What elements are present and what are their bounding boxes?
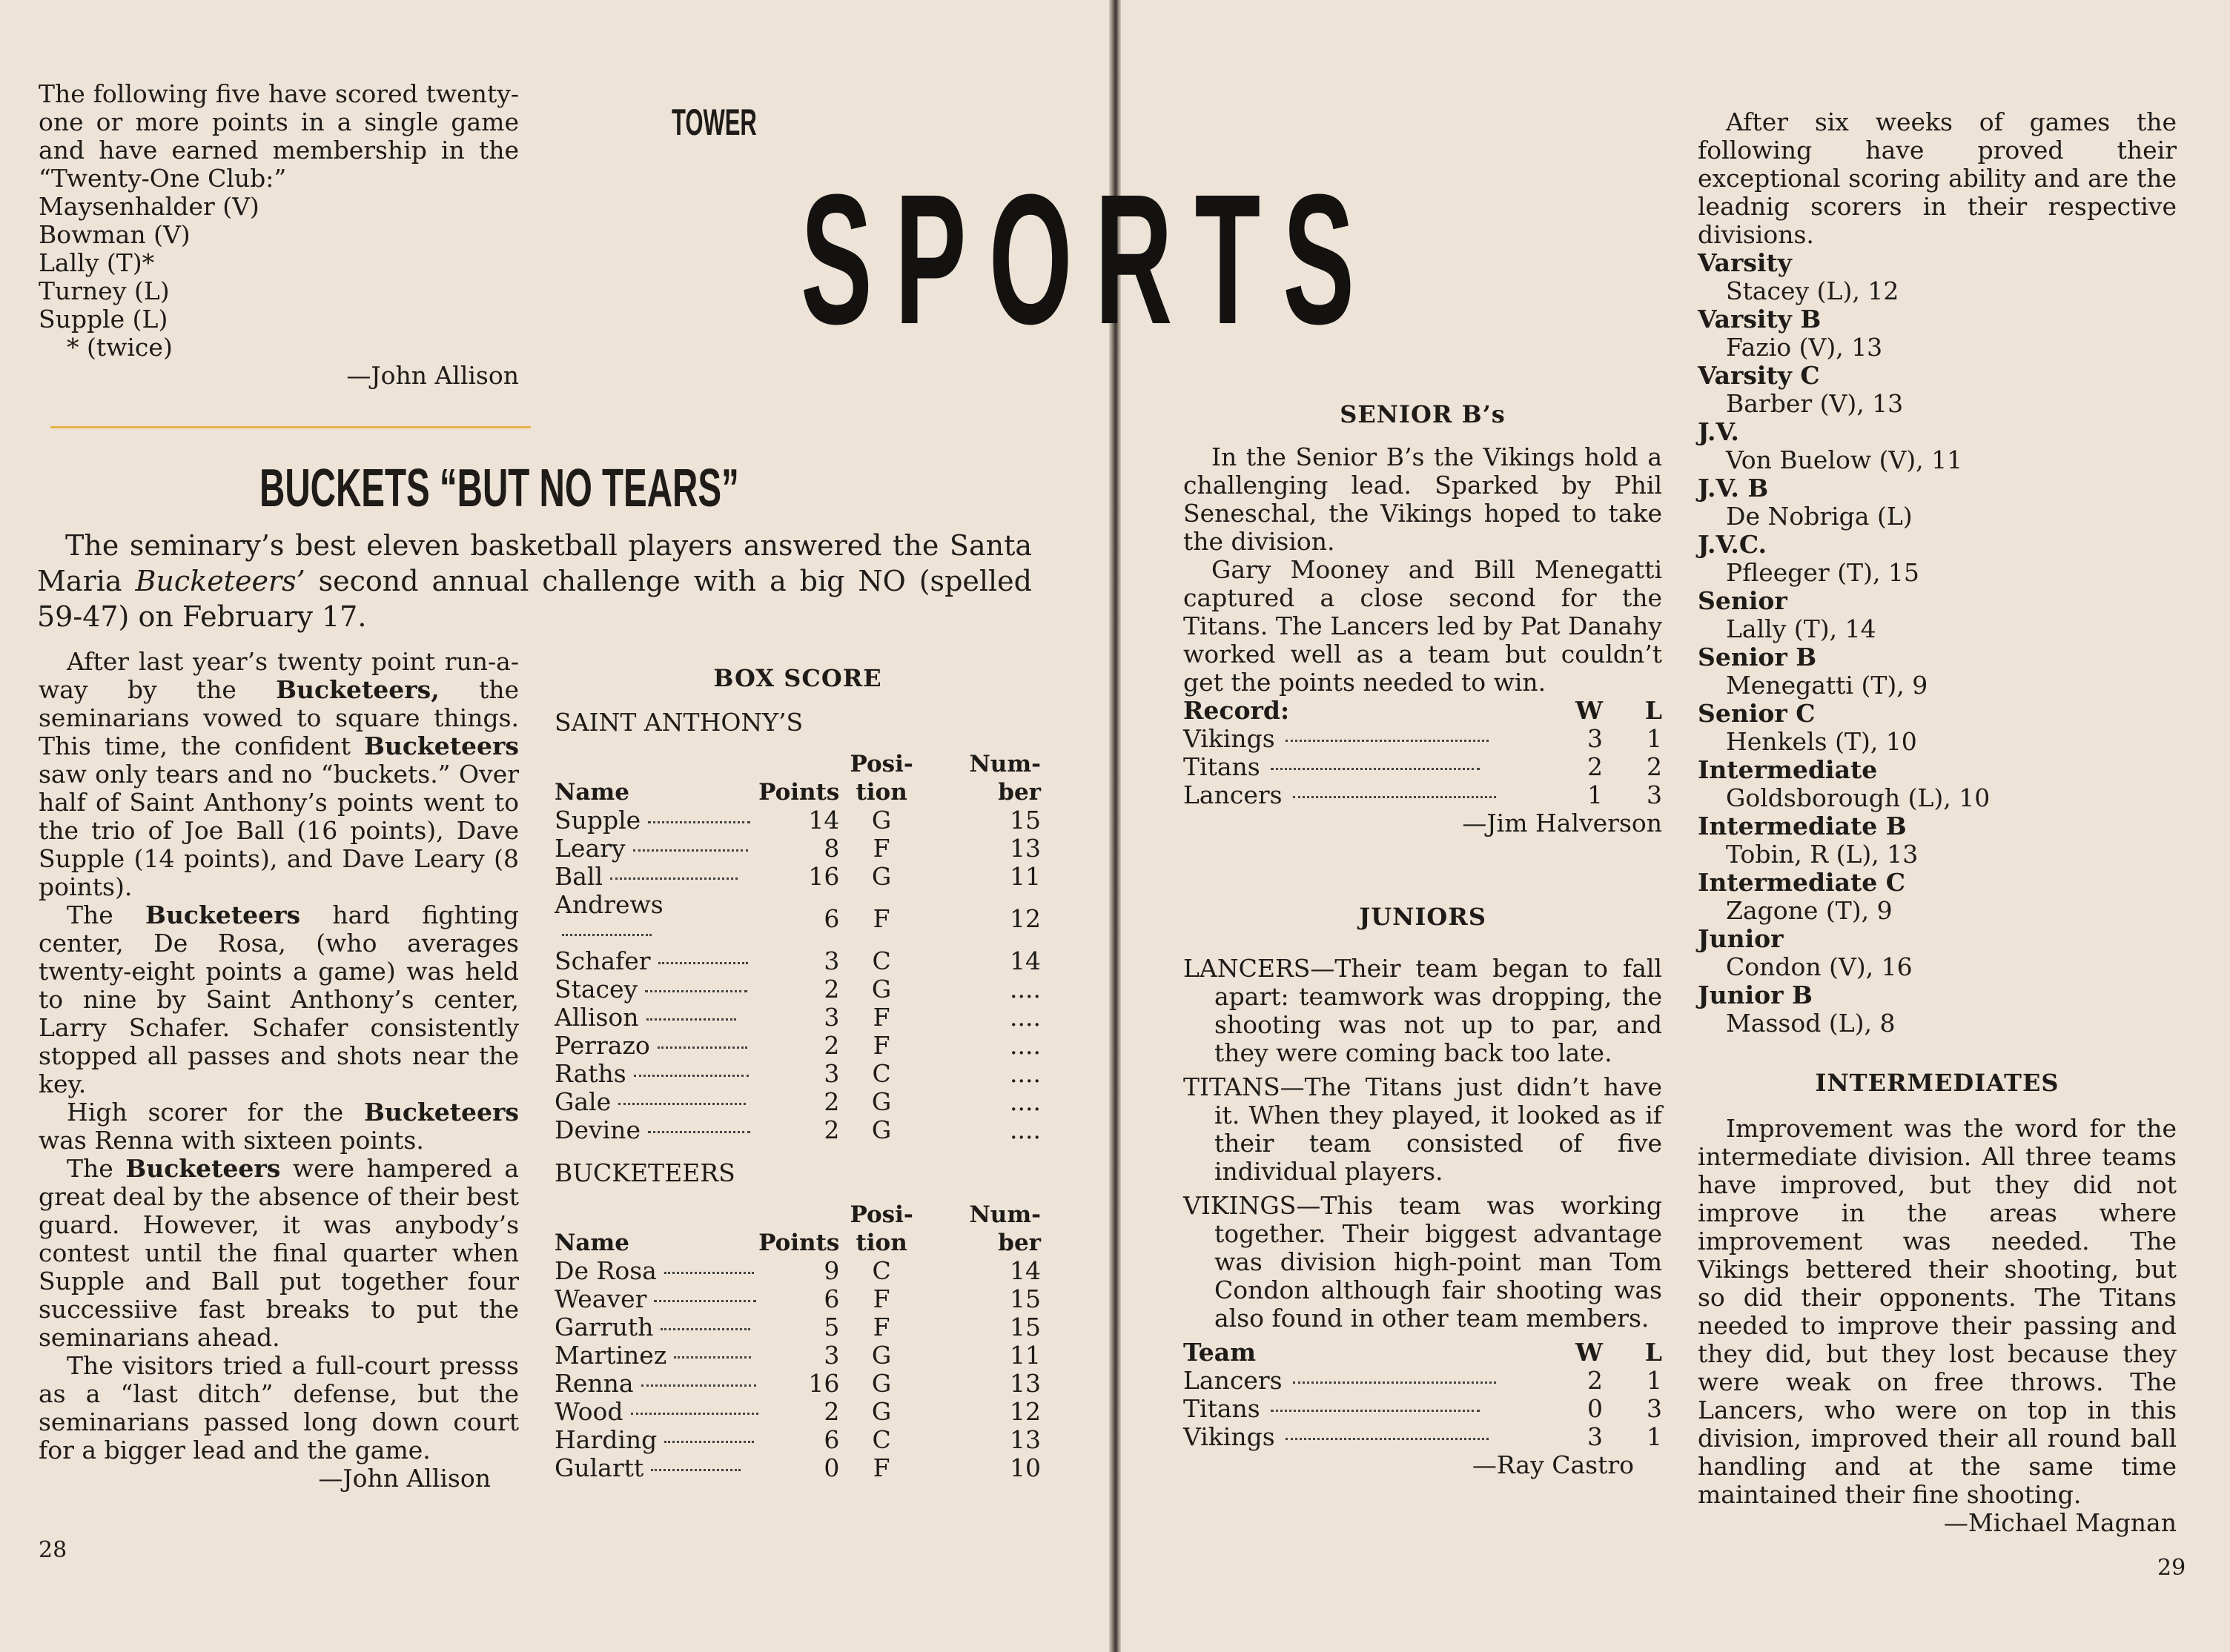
player-name-text: Wood [555,1397,623,1426]
player-name-text: Schafer [555,946,651,975]
player-position: G [871,1397,892,1426]
player-name [555,1257,758,1285]
box-row [555,1426,1041,1454]
leader-dots [1271,1410,1480,1412]
player-name [555,1313,758,1341]
player-name-text: Perrazo [555,1031,650,1060]
box-row [555,1285,1041,1313]
club-footnote: * (twice) [67,333,173,362]
leader-dots [645,990,747,992]
player-points: 6 [824,904,840,933]
section-title: INTERMEDIATES [1815,1069,2059,1097]
lead-paragraph: The seminary’s best eleven basketball players answered the Santa Maria Bucketeers’ second annual challenge with a big NO (spelled 59-47) on February 17. [37,529,1032,633]
player-points: 16 [808,1369,840,1398]
player-points: 0 [824,1453,840,1482]
story-author: —John Allison [318,1464,491,1493]
player-name [555,1116,758,1144]
player-number: 10 [1010,1453,1041,1482]
player-name [555,1341,758,1370]
box-row [555,975,1041,1004]
section-author: —Jim Halverson [1462,809,1662,837]
player-position: F [873,1453,890,1482]
player-name [555,1370,758,1398]
player-number: 12 [1010,904,1041,933]
box-row [555,1370,1041,1398]
player-name-text: Weaver [555,1284,647,1313]
record-team [1183,753,1558,781]
record-team [1183,1367,1558,1395]
scorer-player: Von Buelow (V), 11 [1726,445,1963,474]
player-number: 13 [1010,1369,1041,1398]
player-points: 3 [824,1059,840,1088]
record-losses: 3 [1647,1394,1662,1423]
club-member: Lally (T)* [39,248,155,277]
twenty-one-club [39,80,519,390]
senior-b-section [1183,400,1662,837]
box-score [555,664,1041,1482]
box-row [555,1004,1041,1032]
box-row [555,863,1041,891]
player-position: F [873,1313,890,1341]
player-position: G [871,975,892,1004]
leader-dots [648,1131,750,1133]
player-number: .... [1010,1059,1041,1088]
player-name [555,1032,758,1060]
scorer-player: Barber (V), 13 [1726,389,1904,418]
leader-dots [1293,796,1496,798]
box-row [555,1313,1041,1341]
leader-dots [1286,740,1489,742]
player-name [555,1454,758,1482]
scorer-player: Tobin, R (L), 13 [1726,840,1919,869]
box-table-saint-anthonys: Posi- Num- Name Points tion ber Supple 14 G 15 Leary 8 F 13 Ball 16 G 11 Andrews 6 F 12 Schafer 3 C 14 Stacey 2 G .... Allison 3 F .... Perrazo 2 F .... Raths 3 C .... Gale 2 G .... Devine 2 G .... [555,751,1041,1144]
leader-dots [634,1075,749,1077]
club-intro: The following five have scored twenty-one or more points in a single game and have earned membership in the “Twenty-One Club:” [39,79,519,193]
leader-dots [664,1441,754,1443]
leader-dots [618,1103,746,1105]
record-losses: 1 [1647,1422,1662,1451]
player-position: F [873,1031,890,1060]
scorer-division: Varsity C [1698,361,1820,390]
scorer-division: Intermediate [1698,755,1878,784]
player-points: 3 [824,946,840,975]
team-name: BUCKETEERS [555,1158,735,1187]
box-row [555,1032,1041,1060]
scorer-division: Intermediate B [1698,812,1907,840]
player-points: 16 [808,862,840,891]
section-author: —Michael Magnan [1943,1508,2177,1537]
scorer-player: Fazio (V), 13 [1726,333,1883,362]
player-points: 3 [824,1341,840,1370]
box-row [555,891,1041,947]
record-team-name: Titans [1183,752,1260,781]
section-paragraph: In the Senior B’s the Vikings hold a challenging lead. Sparked by Phil Seneschal, the Vikings hoped to take the division. [1183,442,1662,556]
team-name: SAINT ANTHONY’S [555,708,804,737]
player-number: .... [1010,1115,1041,1144]
leader-dots [1271,768,1480,770]
tower-label: TOWER [672,102,757,143]
player-position: C [872,1059,891,1088]
scorer-division: Senior B [1698,643,1817,671]
leader-dots [1286,1438,1489,1440]
section-author: —Ray Castro [1472,1450,1634,1479]
record-team-name: Vikings [1183,724,1275,753]
player-points: 2 [824,1397,840,1426]
page-number: 29 [2157,1555,2186,1581]
leader-dots [1293,1381,1496,1384]
player-position: G [871,1115,892,1144]
record-team [1183,1423,1558,1451]
record-team-name: Lancers [1183,780,1283,809]
scorer-player: Condon (V), 16 [1726,952,1913,981]
player-number: .... [1010,975,1041,1004]
player-name [555,1088,758,1116]
player-name [555,863,758,891]
player-position: C [872,1256,891,1285]
player-number: 11 [1010,1341,1041,1370]
juniors-section [1183,903,1662,1479]
scorer-division: Senior [1698,586,1787,615]
player-points: 5 [824,1313,840,1341]
leader-dots [633,849,748,852]
record-team-name: Lancers [1183,1366,1283,1395]
leader-dots [664,1272,754,1274]
record-wins: 2 [1587,752,1603,781]
player-name-text: Allison [555,1003,639,1032]
player-name-text: Stacey [555,975,638,1004]
player-points: 2 [824,975,840,1004]
box-score-title: BOX SCORE [713,664,882,692]
player-name-text: Devine [555,1115,641,1144]
intermediates-section [1698,1069,2177,1537]
player-position: C [872,1425,891,1454]
player-points: 9 [824,1256,840,1285]
player-name [555,1060,758,1088]
player-name [555,1004,758,1032]
senior-b-record: Record: W L Vikings 3 1 Titans 2 2 Lancers 1 3 [1183,696,1662,809]
scorer-division: Intermediate C [1698,868,1905,897]
section-paragraph: Improvement was the word for the intermediate division. All three teams have improved, but they did not improve in the areas where improvement was needed. The Vikings bettered their shooting, but so did their opponents. The Titans needed to improve their passing and they did, but they lost because they were weak on free throws. The Lancers, who were on top in this division, improved their all round ball handling and at the same time maintained their fine shooting. [1698,1114,2177,1509]
scorer-division: J.V.C. [1698,530,1767,559]
player-position: G [871,1341,892,1370]
player-name [555,975,758,1004]
player-points: 14 [808,806,840,835]
club-author: —John Allison [346,361,519,390]
record-losses: 3 [1647,780,1662,809]
scorer-player: Henkels (T), 10 [1726,727,1917,756]
player-number: 14 [1010,1256,1041,1285]
record-losses: 1 [1647,724,1662,753]
leader-dots [661,1328,750,1330]
leader-dots [674,1356,751,1359]
box-row [555,1088,1041,1116]
scorer-division: Junior B [1698,981,1813,1009]
scorer-player: Goldsborough (L), 10 [1726,783,1991,812]
player-points: 6 [824,1284,840,1313]
box-row [555,1257,1041,1285]
player-position: F [873,1003,890,1032]
box-row [555,1060,1041,1088]
player-name-text: Gale [555,1087,612,1116]
story-column [39,648,519,1493]
page-number: 28 [39,1537,67,1563]
player-name [555,947,758,975]
player-position: G [871,1369,892,1398]
player-points: 8 [824,834,840,863]
record-row [1183,753,1662,781]
leader-dots [658,1046,747,1049]
story-paragraph: High scorer for the Bucketeers was Renna with sixteen points. [39,1098,519,1155]
club-member: Maysenhalder (V) [39,192,259,221]
scorer-division: Varsity [1698,248,1792,277]
record-team [1183,781,1558,809]
club-member: Supple (L) [39,305,168,334]
record-wins: 3 [1587,1422,1603,1451]
player-points: 2 [824,1115,840,1144]
scorer-player: Menegatti (T), 9 [1726,671,1928,700]
record-row [1183,1423,1662,1451]
leader-dots [654,1300,756,1302]
record-row [1183,725,1662,753]
scorer-division: J.V. [1698,417,1739,446]
player-position: G [871,806,892,835]
box-table-bucketeers: Posi- Num- Name Points tion ber De Rosa 9 C 14 Weaver 6 F 15 Garruth 5 F 15 Martinez 3 G 11 Renna 16 G 13 Wood 2 G 12 Harding 6 C 13 Gulartt 0 F 10 [555,1201,1041,1482]
scorer-player: Massod (L), 8 [1726,1009,1896,1038]
leading-scorers [1698,108,2177,1038]
player-name-text: Ball [555,862,603,891]
record-wins: 1 [1587,780,1603,809]
scorer-player: De Nobriga (L) [1726,502,1913,531]
leader-dots [641,1384,756,1387]
box-row [555,947,1041,975]
story-paragraph: The visitors tried a full-court presss as a “last ditch” defense, but the seminarians passed long down court for a bigger lead and the game. [39,1351,519,1464]
leader-dots [562,934,652,936]
record-wins: 2 [1587,1366,1603,1395]
player-name [555,1426,758,1454]
player-name-text: Harding [555,1425,658,1454]
story-paragraph: The Bucketeers were hampered a great deal by the absence of their best guard. However, it was anybody’s contest until the final quarter when Supple and Ball put together four successiive fast breaks to put the seminarians ahead. [39,1154,519,1352]
player-name-text: Martinez [555,1341,667,1370]
player-number: .... [1010,1087,1041,1116]
section-title: SENIOR B’s [1340,400,1506,428]
player-name [555,891,758,947]
player-position: G [871,1087,892,1116]
record-team-name: Vikings [1183,1422,1275,1451]
record-team [1183,1395,1558,1423]
player-points: 2 [824,1087,840,1116]
story-paragraph: After last year’s twenty point run-a-way by the Bucketeers, the seminarians vowed to square things. This time, the confident Bucketeers saw only tears and no “buckets.” Over half of Saint Anthony’s points went to the trio of Joe Ball (16 points), Dave Supple (14 points), and Dave Leary (8 points). [39,647,519,901]
player-position: C [872,946,891,975]
scorer-player: Lally (T), 14 [1726,614,1876,643]
player-position: F [873,834,890,863]
box-row [555,1116,1041,1144]
box-row [555,806,1041,835]
player-name-text: Garruth [555,1313,654,1341]
player-name-text: Andrews [555,890,664,919]
record-row [1183,1367,1662,1395]
team-report: TITANS—The Titans just didn’t have it. When they played, it looked as if their team consisted of five individual players. [1183,1072,1662,1186]
player-number: 15 [1010,1313,1041,1341]
player-name-text: Supple [555,806,641,835]
leader-dots [610,878,738,880]
section-paragraph: Gary Mooney and Bill Menegatti captured a close second for the Titans. The Lancers led by Pat Danahy worked well as a team but couldn’t get the points needed to win. [1183,555,1662,697]
player-number: 15 [1010,1284,1041,1313]
player-number: 13 [1010,834,1041,863]
leader-dots [646,1018,736,1021]
scorer-player: Zagone (T), 9 [1726,896,1893,925]
record-row [1183,781,1662,809]
sports-title: SPORTS [801,156,1377,362]
player-name-text: De Rosa [555,1256,657,1285]
player-number: .... [1010,1031,1041,1060]
scorer-division: Senior C [1698,699,1816,728]
record-wins: 0 [1587,1394,1603,1423]
player-number: 13 [1010,1425,1041,1454]
player-position: G [871,862,892,891]
player-number: .... [1010,1003,1041,1032]
record-team-name: Titans [1183,1394,1260,1423]
leader-dots [648,821,750,823]
player-number: 15 [1010,806,1041,835]
player-name [555,1398,758,1426]
player-number: 12 [1010,1397,1041,1426]
player-name [555,1285,758,1313]
player-name-text: Renna [555,1369,634,1398]
record-losses: 2 [1647,752,1662,781]
scorer-division: Varsity B [1698,305,1822,334]
scorers-intro: After six weeks of games the following have proved their exceptional scoring ability and are the leadnig scorers in their respective divisions. [1698,107,2177,249]
player-position: F [873,904,890,933]
player-number: 14 [1010,946,1041,975]
scorer-division: J.V. B [1698,474,1769,502]
club-members [39,193,519,362]
section-title: JUNIORS [1359,903,1486,931]
record-row [1183,1395,1662,1423]
player-position: F [873,1284,890,1313]
player-points: 3 [824,1003,840,1032]
scorer-division: Junior [1698,924,1784,953]
record-losses: 1 [1647,1366,1662,1395]
player-name [555,835,758,863]
player-name-text: Gulartt [555,1453,644,1482]
box-row [555,835,1041,863]
headline: BUCKETS “BUT NO TEARS” [259,459,739,518]
team-report: LANCERS—Their team began to fall apart: teamwork was dropping, the shooting was not up to par, and they were coming back too late. [1183,954,1662,1067]
box-row [555,1341,1041,1370]
player-points: 6 [824,1425,840,1454]
record-wins: 3 [1587,724,1603,753]
record-team [1183,725,1558,753]
player-name-text: Leary [555,834,626,863]
player-name [555,806,758,835]
player-name-text: Raths [555,1059,626,1088]
box-row [555,1398,1041,1426]
player-points: 2 [824,1031,840,1060]
club-member: Turney (L) [39,276,170,305]
scorer-player: Pfleeger (T), 15 [1726,558,1919,587]
team-report: VIKINGS—This team was working together. Their biggest advantage was division high-point man Tom Condon although fair shooting was also found in other team members. [1183,1191,1662,1333]
leader-dots [651,1469,741,1471]
leader-dots [631,1413,758,1415]
juniors-record: Team W L Lancers 2 1 Titans 0 3 Vikings 3 1 [1183,1338,1662,1451]
player-number: 11 [1010,862,1041,891]
leader-dots [658,962,748,964]
story-paragraph: The Bucketeers hard fighting center, De Rosa, (who averages twenty-eight points a game) was held to nine by Saint Anthony’s center, Larry Schafer. Schafer consistently stopped all passes and shots near the key. [39,900,519,1098]
scorer-player: Stacey (L), 12 [1726,276,1899,305]
divider-rule [50,426,531,428]
club-member: Bowman (V) [39,220,191,249]
box-row [555,1454,1041,1482]
